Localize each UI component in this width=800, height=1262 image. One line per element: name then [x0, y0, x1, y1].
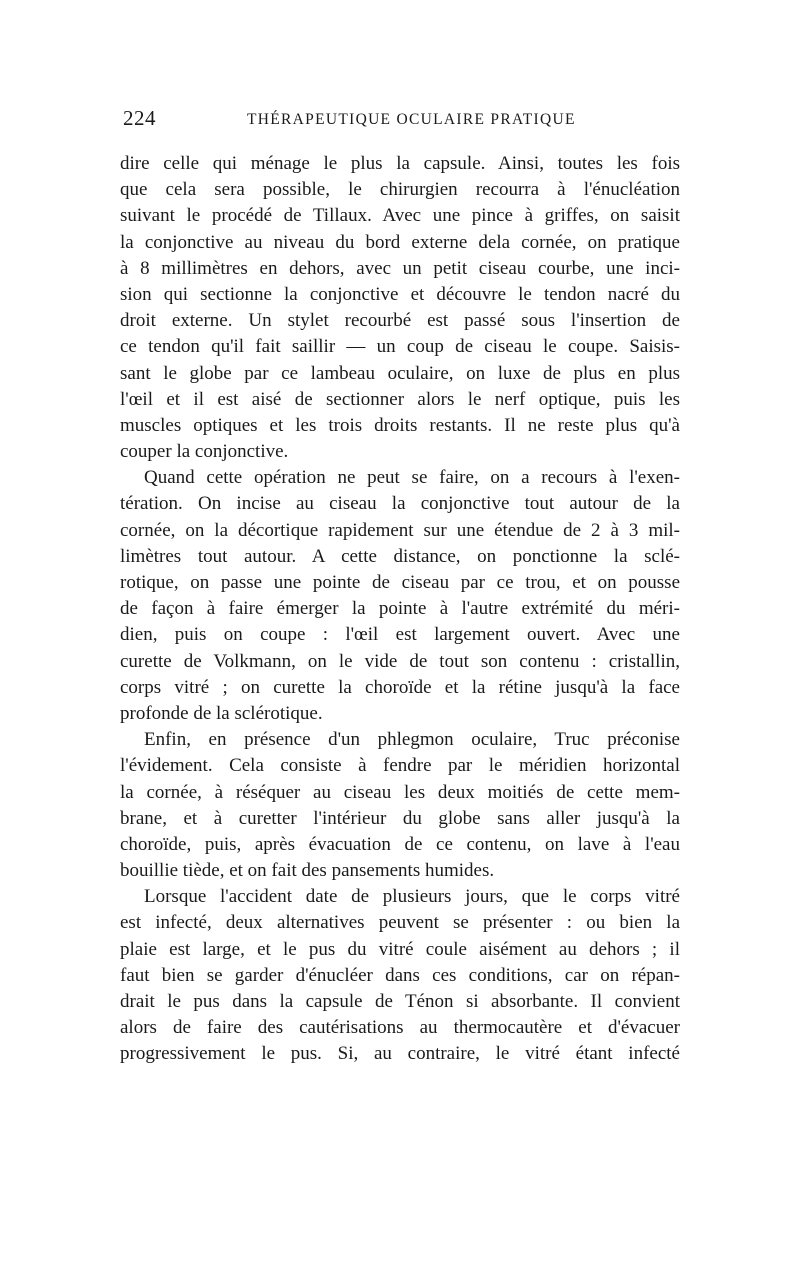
text-line: tération. On incise au ciseau la conjonctive tout autour de la: [120, 493, 680, 515]
text-line: corps vitré ; on curette la choroïde et la rétine jusqu'à la face: [120, 676, 680, 698]
text-line: choroïde, puis, après évacuation de ce contenu, on lave à l'eau: [120, 833, 680, 855]
text-line: ce tendon qu'il fait saillir — un coup de ciseau le coupe. Saisis-: [120, 336, 680, 358]
text-line: dire celle qui ménage le plus la capsule. Ainsi, toutes les fois: [120, 153, 680, 174]
text-line: alors de faire des cautérisations au thermocautère et d'évacuer: [120, 1017, 680, 1039]
text-line: sant le globe par ce lambeau oculaire, on luxe de plus en plus: [120, 362, 680, 384]
text-line: couper la conjonctive.: [120, 441, 289, 463]
text-line: muscles optiques et les trois droits restants. Il ne reste plus qu'à: [120, 414, 680, 436]
text-line: que cela sera possible, le chirurgien recourra à l'énucléation: [120, 179, 680, 201]
text-line: progressivement le pus. Si, au contraire, le vitré étant infecté: [120, 1043, 680, 1065]
text-line: cornée, on la décortique rapidement sur une étendue de 2 à 3 mil-: [120, 519, 680, 541]
text-line: est infecté, deux alternatives peuvent se présenter : ou bien la: [120, 912, 680, 934]
text-line: profonde de la sclérotique.: [120, 702, 323, 724]
text-line: Quand cette opération ne peut se faire, on a recours à l'exen-: [144, 467, 680, 489]
text-line: la cornée, à réséquer au ciseau les deux moitiés de cette mem-: [120, 781, 680, 803]
text-line: droit externe. Un stylet recourbé est passé sous l'insertion de: [120, 310, 680, 332]
running-head: THÉRAPEUTIQUE OCULAIRE PRATIQUE: [247, 111, 576, 128]
text-line: l'œil et il est aisé de sectionner alors le nerf optique, puis les: [120, 388, 680, 410]
text-line: suivant le procédé de Tillaux. Avec une pince à griffes, on saisit: [120, 205, 680, 227]
text-line: l'évidement. Cela consiste à fendre par le méridien horizontal: [120, 755, 680, 777]
text-line: sion qui sectionne la conjonctive et découvre le tendon nacré du: [120, 283, 680, 305]
text-line: faut bien se garder d'énucléer dans ces conditions, car on répan-: [120, 964, 680, 986]
text-line: Enfin, en présence d'un phlegmon oculaire, Truc préconise: [144, 729, 680, 751]
body-text: [120, 151, 680, 1068]
page-number: 224: [123, 106, 156, 130]
text-line: limètres tout autour. A cette distance, on ponctionne la sclé-: [120, 545, 680, 567]
text-line: dien, puis on coupe : l'œil est largement ouvert. Avec une: [120, 624, 680, 646]
text-line: Lorsque l'accident date de plusieurs jours, que le corps vitré: [144, 886, 680, 908]
text-line: curette de Volkmann, on le vide de tout son contenu : cristallin,: [120, 650, 680, 672]
text-line: la conjonctive au niveau du bord externe dela cornée, on pratique: [120, 231, 680, 253]
text-line: brane, et à curetter l'intérieur du globe sans aller jusqu'à la: [120, 807, 680, 829]
text-line: bouillie tiède, et on fait des pansements humides.: [120, 860, 495, 882]
text-line: rotique, on passe une pointe de ciseau par ce trou, et on pousse: [120, 572, 680, 593]
text-line: drait le pus dans la capsule de Ténon si absorbante. Il convient: [120, 991, 680, 1012]
text-line: plaie est large, et le pus du vitré coule aisément au dehors ; il: [120, 938, 680, 960]
text-line: de façon à faire émerger la pointe à l'autre extrémité du méri-: [120, 598, 680, 620]
text-line: à 8 millimètres en dehors, avec un petit ciseau courbe, une inci-: [120, 257, 680, 279]
